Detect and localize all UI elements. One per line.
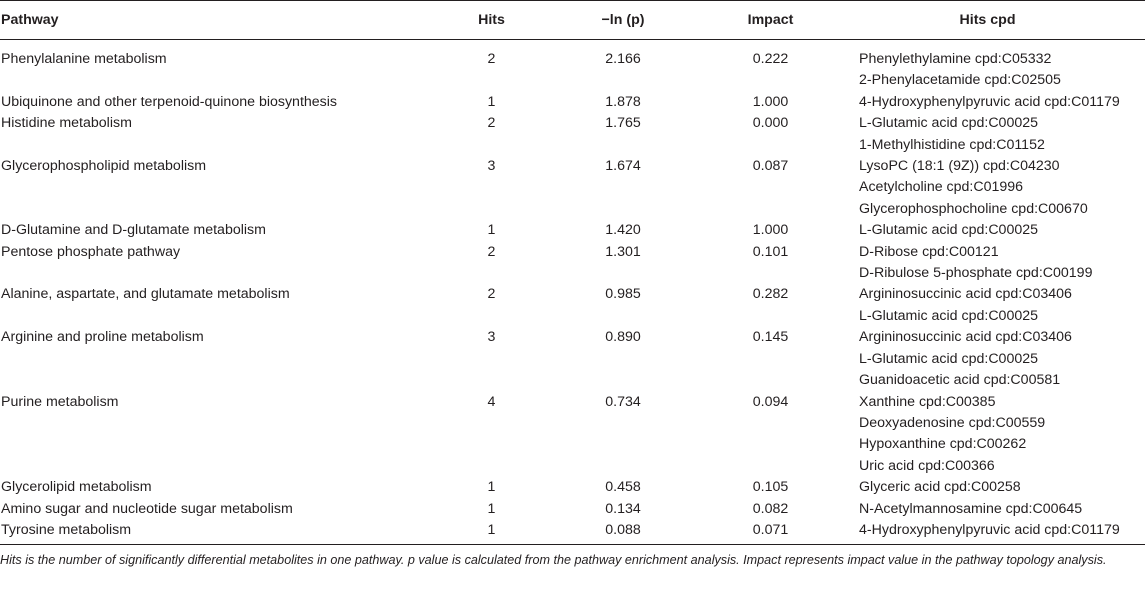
table-row bbox=[0, 113, 1145, 156]
hits-cell: 2 bbox=[487, 115, 496, 132]
compound-entry: 4-Hydroxyphenylpyruvic acid cpd:C01179 bbox=[859, 521, 1120, 538]
compound-entry: N-Acetylmannosamine cpd:C00645 bbox=[859, 500, 1083, 517]
compound-entry: L-Glutamic acid cpd:C00025 bbox=[859, 350, 1039, 367]
impact-cell: 0.105 bbox=[752, 479, 789, 496]
compound-entry: 1-Methylhistidine cpd:C01152 bbox=[859, 136, 1045, 153]
compound-entry: Acetylcholine cpd:C01996 bbox=[859, 179, 1024, 196]
pathway-cell: Phenylalanine metabolism bbox=[1, 51, 167, 67]
compound-entry: Guanidoacetic acid cpd:C00581 bbox=[859, 372, 1061, 389]
ln-p-cell: 1.878 bbox=[605, 93, 641, 110]
compound-entry: 2-Phenylacetamide cpd:C02505 bbox=[859, 72, 1061, 89]
pathway-cell: Tyrosine metabolism bbox=[0, 520, 420, 545]
compound-entry: Glyceric acid cpd:C00258 bbox=[859, 479, 1021, 496]
table-row bbox=[0, 499, 1145, 520]
hits-cpd-cell bbox=[858, 392, 1145, 478]
compound-entry: Deoxyadenosine cpd:C00559 bbox=[859, 414, 1046, 431]
compound-entry: D-Ribose cpd:C00121 bbox=[859, 243, 999, 260]
impact-cell: 0.071 bbox=[683, 520, 858, 545]
hits-cell: 1 bbox=[487, 93, 496, 110]
hits-cpd-cell bbox=[858, 477, 1145, 498]
hits-cell: 2 bbox=[487, 51, 496, 67]
hits-cpd-cell bbox=[858, 113, 1145, 156]
header-row bbox=[0, 1, 1145, 40]
hits-cpd-cell bbox=[858, 40, 1145, 92]
ln-p-cell: 0.134 bbox=[605, 500, 641, 517]
table-row bbox=[0, 242, 1145, 285]
table-row bbox=[0, 284, 1145, 327]
pathway-cell: Pentose phosphate pathway bbox=[1, 243, 181, 260]
ln-p-cell: 0.734 bbox=[605, 393, 641, 410]
compound-entry: D-Ribulose 5-phosphate cpd:C00199 bbox=[859, 265, 1093, 282]
ln-p-cell: 0.890 bbox=[605, 329, 641, 346]
compound-entry: Hypoxanthine cpd:C00262 bbox=[859, 436, 1027, 453]
table-row bbox=[0, 220, 1145, 241]
table-row bbox=[0, 392, 1145, 478]
compound-entry: Uric acid cpd:C00366 bbox=[859, 457, 995, 474]
compound-entry: L-Glutamic acid cpd:C00025 bbox=[859, 307, 1039, 324]
ln-p-cell: 0.458 bbox=[605, 479, 641, 496]
compound-entry: Xanthine cpd:C00385 bbox=[859, 393, 996, 410]
hits-cell: 2 bbox=[487, 243, 496, 260]
compound-entry: LysoPC (18:1 (9Z)) cpd:C04230 bbox=[859, 158, 1060, 175]
table-row bbox=[0, 477, 1145, 498]
header-pathway: Pathway bbox=[0, 1, 420, 40]
pathway-cell: Glycerophospholipid metabolism bbox=[1, 158, 207, 175]
hits-cpd-cell bbox=[858, 220, 1145, 241]
hits-cpd-cell bbox=[858, 92, 1145, 113]
ln-p-cell: 1.420 bbox=[605, 222, 641, 239]
pathway-cell: Purine metabolism bbox=[1, 393, 119, 410]
compound-entry: L-Glutamic acid cpd:C00025 bbox=[859, 115, 1039, 132]
compound-entry: Argininosuccinic acid cpd:C03406 bbox=[859, 286, 1072, 303]
hits-cpd-cell bbox=[858, 242, 1145, 285]
hits-cell: 4 bbox=[487, 393, 496, 410]
pathway-cell: Ubiquinone and other terpenoid-quinone biosynthesis bbox=[1, 93, 338, 110]
pathway-cell: Alanine, aspartate, and glutamate metabolism bbox=[1, 286, 290, 303]
pathway-cell: Histidine metabolism bbox=[1, 115, 132, 132]
impact-cell: 0.101 bbox=[752, 243, 789, 260]
hits-cell: 3 bbox=[487, 329, 496, 346]
ln-p-cell: 1.765 bbox=[605, 115, 641, 132]
compound-entry: Argininosuccinic acid cpd:C03406 bbox=[859, 329, 1072, 346]
hits-cpd-cell bbox=[858, 284, 1145, 327]
header-hits: Hits bbox=[420, 1, 563, 40]
hits-cell: 3 bbox=[487, 158, 496, 175]
hits-cell: 2 bbox=[487, 286, 496, 303]
compound-entry: L-Glutamic acid cpd:C00025 bbox=[859, 222, 1039, 239]
impact-cell: 1.000 bbox=[752, 93, 789, 110]
pathway-cell: Arginine and proline metabolism bbox=[1, 329, 204, 346]
impact-cell: 0.094 bbox=[752, 393, 789, 410]
impact-cell: 0.000 bbox=[752, 115, 789, 132]
compound-entry: Glycerophosphocholine cpd:C00670 bbox=[859, 200, 1088, 217]
hits-cell: 1 bbox=[420, 520, 563, 545]
ln-p-cell: 2.166 bbox=[605, 51, 641, 67]
impact-cell: 0.145 bbox=[752, 329, 789, 346]
pathway-cell: D-Glutamine and D-glutamate metabolism bbox=[1, 222, 266, 239]
hits-cpd-cell bbox=[858, 499, 1145, 520]
table-footnote: Hits is the number of significantly differential metabolites in one pathway. p value is calculated from the pathway enrichment analysis. Impact represents impact value in the pathway topology analysis. bbox=[0, 553, 1107, 567]
table-row bbox=[0, 92, 1145, 113]
header-impact: Impact bbox=[683, 1, 858, 40]
hits-cell: 1 bbox=[487, 222, 496, 239]
table-row bbox=[0, 156, 1145, 220]
pathway-cell: Amino sugar and nucleotide sugar metabolism bbox=[1, 500, 293, 517]
impact-cell: 0.222 bbox=[752, 51, 789, 67]
ln-p-cell: 1.301 bbox=[605, 243, 641, 260]
hits-cpd-cell bbox=[858, 327, 1145, 391]
hits-cell: 1 bbox=[487, 500, 496, 517]
header-hits-cpd: Hits cpd bbox=[858, 1, 1145, 40]
ln-p-cell: 1.674 bbox=[605, 158, 641, 175]
hits-cpd-cell bbox=[858, 520, 1145, 545]
ln-p-cell: 0.985 bbox=[605, 286, 641, 303]
impact-cell: 0.082 bbox=[752, 500, 789, 517]
table-row bbox=[0, 520, 1145, 545]
compound-entry: Phenylethylamine cpd:C05332 bbox=[859, 51, 1052, 67]
header-ln-p: −ln (p) bbox=[563, 1, 683, 40]
impact-cell: 1.000 bbox=[752, 222, 789, 239]
hits-cell: 1 bbox=[487, 479, 496, 496]
ln-p-cell: 0.088 bbox=[563, 520, 683, 545]
table-body bbox=[0, 40, 1145, 545]
impact-cell: 0.087 bbox=[752, 158, 789, 175]
table-row bbox=[0, 327, 1145, 391]
pathway-cell: Glycerolipid metabolism bbox=[1, 479, 152, 496]
hits-cpd-cell bbox=[858, 156, 1145, 220]
table-row bbox=[0, 40, 1145, 92]
compound-entry: 4-Hydroxyphenylpyruvic acid cpd:C01179 bbox=[859, 93, 1120, 110]
impact-cell: 0.282 bbox=[752, 286, 789, 303]
